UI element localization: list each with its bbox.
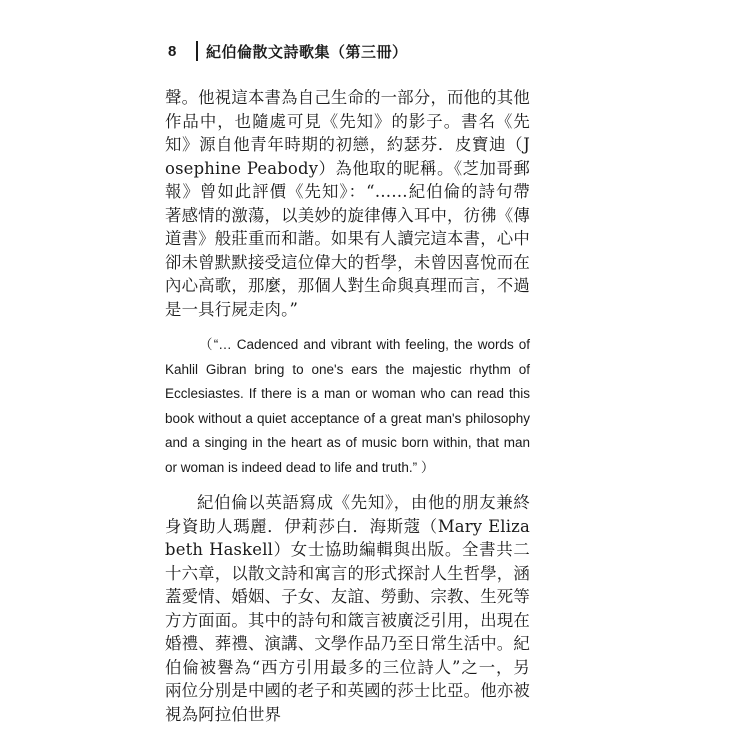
running-header bbox=[168, 38, 408, 64]
book-title: 紀伯倫散文詩歌集（第三冊） bbox=[206, 42, 408, 61]
header-divider bbox=[196, 41, 198, 61]
paragraph-prophet-review: 聲。他視這本書為自己生命的一部分，而他的其他作品中，也隨處可見《先知》的影子。書名《先知》源自他青年時期的初戀，約瑟芬．皮寶迪（Josephine Peabody）為他取的昵稱。《芝加哥郵報》曾如此評價《先知》：“……紀伯倫的詩句帶著感情的激蕩，以美妙的旋律傳入耳中，彷彿《傳道書》般莊重而和諧。如果有人讀完這本書，心中卻未曾默默接受這位偉大的哲學，未曾因喜悅而在內心高歌，那麼，那個人對生命與真理而言，不過是一具行屍走肉。” bbox=[165, 88, 530, 319]
paragraph-english-quote: （“… Cadenced and vibrant with feeling, the words of Kahlil Gibran bring to one's ears the majestic rhythm of Ecclesiastes. If there is a man or woman who can read this book without a quiet acceptance of a great man's philosophy and a singing in the heart as of music born within, that man or woman is indeed dead to life and truth.” ） bbox=[165, 337, 530, 475]
paragraph-prophet-publication: 紀伯倫以英語寫成《先知》，由他的朋友兼終身資助人瑪麗．伊莉莎白．海斯蔻（Mary Elizabeth Haskell）女士協助編輯與出版。全書共二十六章，以散文詩和寓言的形式探討人生哲學，涵蓋愛情、婚姻、子女、友誼、勞動、宗教、生死等方方面面。其中的詩句和箴言被廣泛引用，出現在婚禮、葬禮、演講、文學作品乃至日常生活中。紀伯倫被譽為“西方引用最多的三位詩人”之一，另兩位分別是中國的老子和英國的莎士比亞。他亦被視為阿拉伯世界 bbox=[165, 493, 530, 724]
body-text bbox=[165, 86, 530, 726]
page-number: 8 bbox=[168, 42, 177, 60]
